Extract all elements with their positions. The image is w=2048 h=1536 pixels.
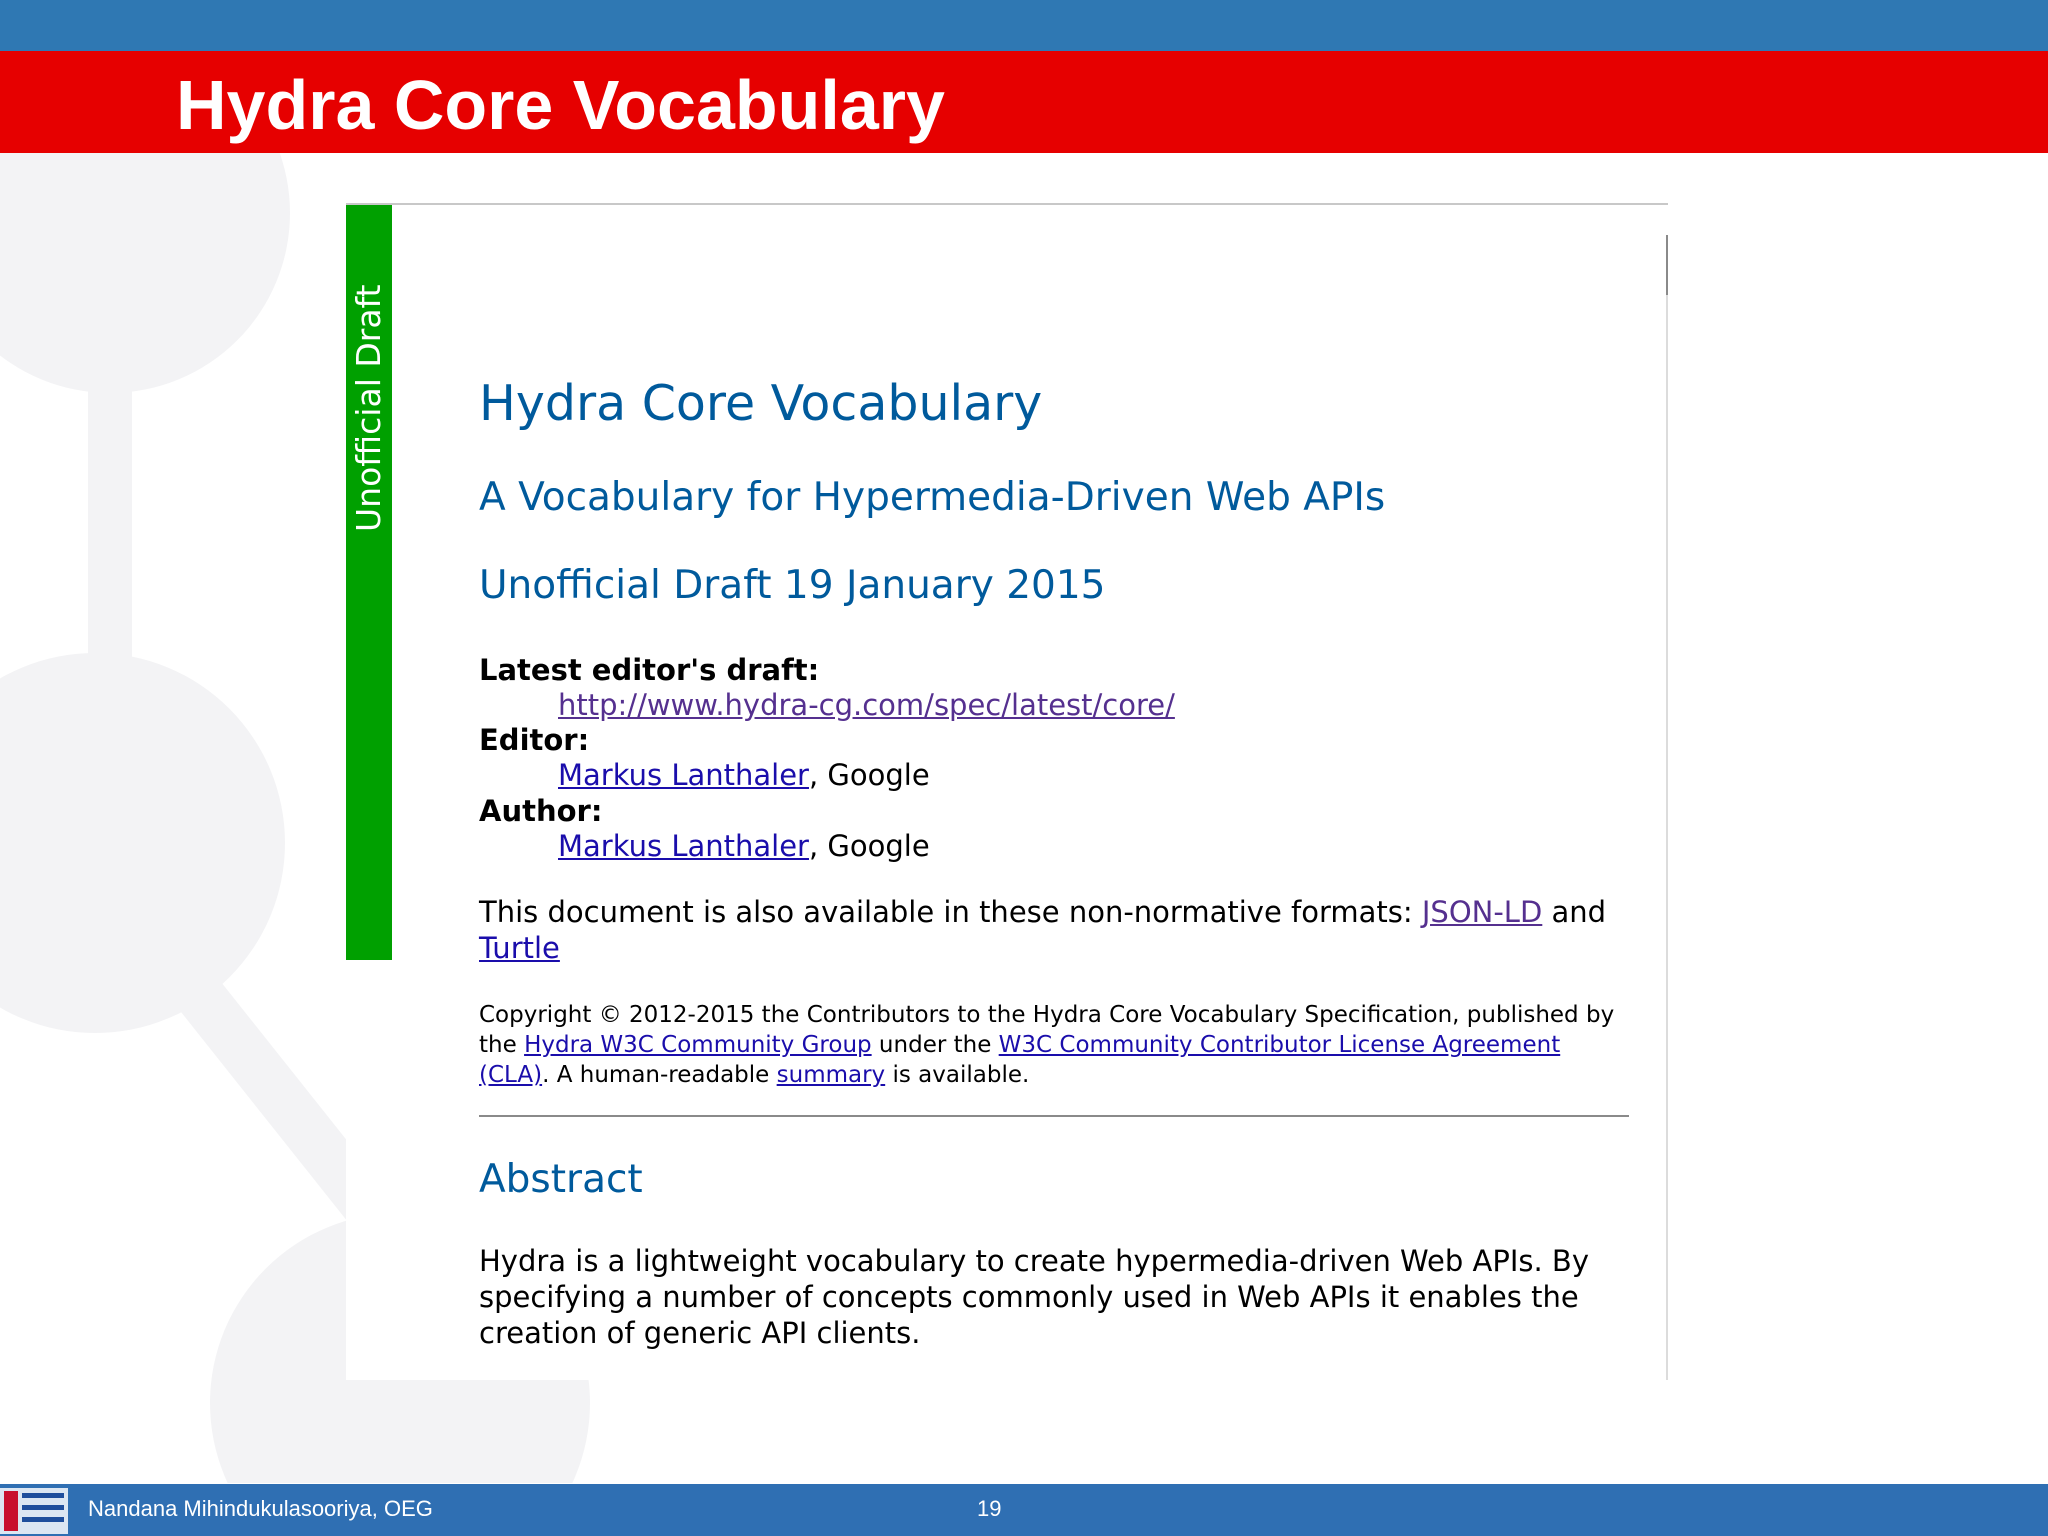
copyright-under: under the — [871, 1032, 999, 1058]
copyright-line-1: Copyright © 2012-2015 the Contributors to the Hydra Core Vocabulary Specification, published by — [479, 1002, 1615, 1028]
json-ld-link[interactable]: JSON-LD — [1421, 895, 1543, 929]
latest-draft-label: Latest editor's draft: — [479, 653, 820, 687]
author-dd — [558, 829, 930, 863]
footer-bar — [0, 1484, 2048, 1536]
document-screenshot — [346, 203, 1668, 1380]
oeg-logo — [0, 1488, 68, 1534]
formats-and: and — [1542, 895, 1607, 929]
hydra-community-group-link[interactable]: Hydra W3C Community Group — [524, 1032, 872, 1058]
copyright-the: the — [479, 1032, 525, 1058]
editor-label: Editor: — [479, 723, 590, 757]
scrollbar-thumb[interactable] — [1666, 235, 1668, 295]
editor-dd — [558, 758, 930, 792]
latest-draft-dd — [558, 688, 1175, 722]
slide-title: Hydra Core Vocabulary — [176, 66, 945, 144]
turtle-link[interactable]: Turtle — [479, 931, 560, 965]
copyright-tail-2: is available. — [885, 1062, 1030, 1088]
author-link[interactable]: Markus Lanthaler — [558, 829, 809, 863]
formats-text: This document is also available in these non-normative formats: — [479, 895, 1422, 929]
copyright-notice — [479, 1000, 1639, 1090]
editor-org: , Google — [808, 758, 930, 792]
cla-link[interactable]: W3C Community Contributor License Agreement — [998, 1032, 1561, 1058]
document-subtitle: A Vocabulary for Hypermedia-Driven Web APIs — [479, 475, 1386, 520]
cla-abbrev-link[interactable]: (CLA) — [479, 1062, 543, 1088]
formats-paragraph — [479, 894, 1639, 966]
footer-author: Nandana Mihindukulasooriya, OEG — [88, 1496, 433, 1521]
document-status: Unofficial Draft 19 January 2015 — [479, 563, 1106, 608]
draft-label: Unofficial Draft — [349, 284, 388, 532]
abstract-text: Hydra is a lightweight vocabulary to create hypermedia-driven Web APIs. By specifying a number of concepts commonly used in Web APIs it enables the creation of generic API clients. — [479, 1244, 1589, 1350]
unofficial-draft-band — [346, 205, 392, 960]
page-number: 19 — [977, 1496, 1002, 1521]
section-divider — [479, 1115, 1629, 1117]
author-org: , Google — [808, 829, 930, 863]
latest-draft-link[interactable]: http://www.hydra-cg.com/spec/latest/core/ — [558, 688, 1175, 722]
copyright-tail-1: . A human-readable — [542, 1062, 777, 1088]
document-title: Hydra Core Vocabulary — [479, 375, 1043, 432]
summary-link[interactable]: summary — [776, 1062, 886, 1088]
scroll-edge — [1666, 235, 1668, 1380]
editor-link[interactable]: Markus Lanthaler — [558, 758, 809, 792]
abstract-heading: Abstract — [479, 1157, 643, 1202]
top-band — [0, 0, 2048, 51]
author-label: Author: — [479, 794, 603, 828]
